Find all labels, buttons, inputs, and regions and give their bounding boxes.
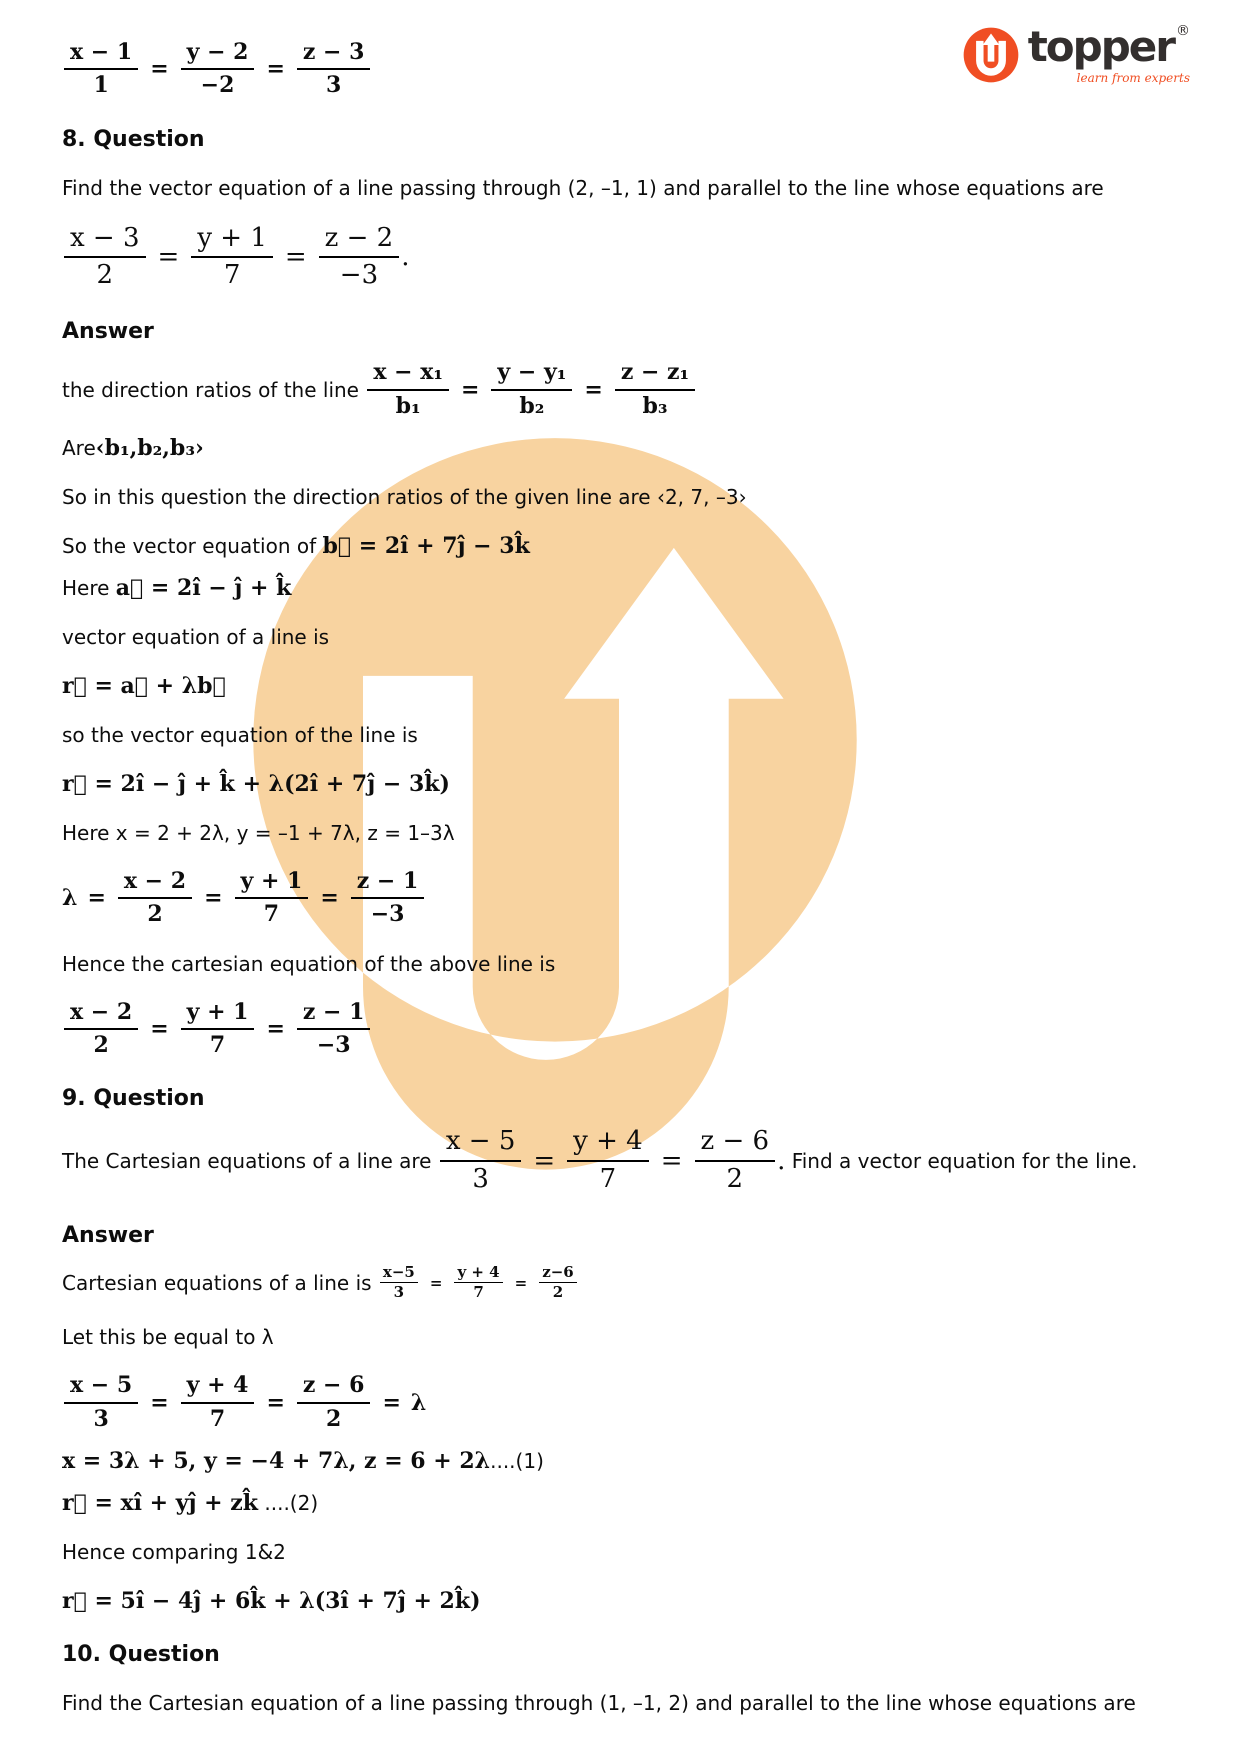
text-with-math [62, 771, 1170, 797]
text-with-math [62, 360, 1170, 419]
denominator: 1 [93, 72, 109, 99]
text-with-math [62, 1588, 1170, 1614]
equation [62, 1373, 1170, 1432]
section-heading: 10. Question [62, 1642, 220, 1668]
text-with-math [62, 673, 1170, 699]
math-text: a⃗ = 2î − ĵ + k̂ [115, 574, 292, 601]
text-with-math [62, 533, 1170, 559]
denominator: 3 [472, 1164, 489, 1195]
text-run: Cartesian equations of a line is [62, 1270, 378, 1295]
fraction [191, 224, 273, 292]
operator: = [266, 56, 285, 83]
text-run: Find a vector equation for the line. [785, 1149, 1138, 1174]
numerator: y + 1 [181, 1000, 255, 1030]
section-heading: Answer [62, 319, 154, 345]
numerator: z − 6 [297, 1373, 371, 1403]
text-run: the direction ratios of the line [62, 377, 366, 402]
numerator: x − 3 [64, 224, 146, 259]
numerator: z−6 [539, 1264, 577, 1283]
paragraph: Find the Cartesian equation of a line passing through (1, –1, 2) and parallel to the line whose equations are [62, 1691, 1136, 1716]
operator: = [320, 885, 339, 912]
fraction [64, 1000, 138, 1059]
fraction [181, 40, 255, 99]
text-with-math [62, 435, 1170, 461]
denominator: 3 [326, 72, 342, 99]
fraction [567, 1127, 649, 1195]
fraction [64, 1373, 138, 1432]
topper-logo-icon [962, 26, 1020, 84]
operator: = [150, 1389, 169, 1416]
math-text: x = 3λ + 5, y = −4 + 7λ, z = 6 + 2λ [62, 1448, 491, 1475]
numerator: z − 3 [297, 40, 371, 70]
operator: = [514, 1273, 528, 1292]
text-with-math [62, 575, 1170, 601]
fraction [454, 1264, 502, 1302]
numerator: x − 1 [64, 40, 138, 70]
denominator: 7 [599, 1164, 617, 1195]
math-text: ‹b₁,b₂,b₃› [95, 434, 204, 461]
operator: = [266, 1389, 285, 1416]
fraction [491, 360, 572, 419]
numerator: x − x₁ [367, 360, 449, 390]
numerator: y + 4 [181, 1373, 255, 1403]
fraction [351, 869, 425, 928]
numerator: x − 5 [440, 1127, 522, 1162]
operator: = [204, 885, 223, 912]
section-heading: 9. Question [62, 1086, 205, 1112]
fraction [64, 40, 138, 99]
equation [62, 1000, 1170, 1059]
registered-mark: ® [1176, 23, 1190, 39]
math-text: . [777, 1146, 786, 1177]
denominator: 2 [726, 1164, 744, 1195]
fraction [181, 1000, 255, 1059]
numerator: y + 4 [567, 1127, 649, 1162]
fraction [297, 40, 371, 99]
fraction [695, 1127, 776, 1195]
fraction [319, 224, 400, 292]
numerator: z − z₁ [615, 360, 695, 390]
text-with-math [62, 1448, 1170, 1474]
text-with-math [62, 1264, 1170, 1302]
paragraph: So in this question the direction ratios of the given line are ‹2, 7, –3› [62, 484, 747, 509]
numerator: x − 2 [64, 1000, 138, 1030]
paragraph: vector equation of a line is [62, 624, 330, 649]
math-text: λ [410, 1389, 427, 1416]
denominator: b₂ [519, 392, 545, 419]
paragraph: Find the vector equation of a line passing through (2, –1, 1) and parallel to the line whose equations are [62, 175, 1104, 200]
numerator: x−5 [380, 1264, 418, 1283]
denominator: 2 [96, 260, 114, 291]
section-heading: Answer [62, 1222, 154, 1248]
text-run: So the vector equation of [62, 533, 323, 558]
denominator: 3 [93, 1405, 109, 1432]
text-run: ....(1) [490, 1449, 544, 1474]
operator: = [429, 1273, 443, 1292]
math-text: b⃗ = 2î + 7ĵ − 3k̂ [322, 532, 530, 559]
paragraph: Let this be equal to λ [62, 1325, 274, 1350]
numerator: y + 4 [454, 1264, 502, 1283]
math-text: r⃗ = xî + yĵ + zk̂ [62, 1490, 259, 1517]
fraction [118, 869, 192, 928]
math-text: r⃗ = 5î − 4ĵ + 6k̂ + λ(3î + 7ĵ + 2k̂) [62, 1588, 481, 1615]
fraction [380, 1264, 418, 1302]
denominator: 7 [263, 901, 280, 928]
operator: = [533, 1146, 556, 1177]
numerator: y + 1 [191, 224, 273, 259]
fraction [615, 360, 695, 419]
math-text: r⃗ = a⃗ + λb⃗ [62, 672, 226, 699]
operator: = [660, 1146, 683, 1177]
denominator: b₃ [642, 392, 668, 419]
fraction [64, 224, 146, 292]
text-with-math [62, 1127, 1170, 1195]
operator: = [382, 1389, 401, 1416]
math-text: λ [62, 885, 78, 912]
operator: = [150, 1015, 169, 1042]
numerator: z − 1 [297, 1000, 371, 1030]
paragraph: so the vector equation of the line is [62, 722, 418, 747]
numerator: y − 2 [181, 40, 255, 70]
numerator: x − 5 [64, 1373, 138, 1403]
operator: = [584, 376, 603, 403]
brand-row [1027, 22, 1190, 71]
operator: = [284, 242, 307, 273]
denominator: 7 [209, 1405, 226, 1432]
numerator: x − 2 [118, 869, 192, 899]
equation [62, 869, 1170, 928]
denominator: −3 [370, 901, 405, 928]
fraction [539, 1264, 577, 1302]
operator: = [150, 56, 169, 83]
denominator: 2 [552, 1283, 564, 1302]
denominator: 2 [93, 1031, 109, 1058]
numerator: z − 1 [351, 869, 425, 899]
equation [62, 224, 1170, 292]
paragraph: Here x = 2 + 2λ, y = –1 + 7λ, z = 1–3λ [62, 820, 455, 845]
text-with-math [62, 1490, 1170, 1516]
numerator: z − 6 [695, 1127, 776, 1162]
denominator: 2 [147, 901, 163, 928]
fraction [235, 869, 309, 928]
fraction [440, 1127, 522, 1195]
denominator: 7 [223, 260, 241, 291]
operator: = [266, 1015, 285, 1042]
operator: = [87, 885, 106, 912]
numerator: y − y₁ [491, 360, 572, 390]
denominator: b₁ [395, 392, 421, 419]
denominator: 7 [209, 1031, 226, 1058]
math-text: . [401, 242, 410, 273]
denominator: 7 [473, 1283, 484, 1302]
text-run: Here [62, 575, 116, 600]
operator: = [460, 376, 480, 403]
denominator: −3 [339, 260, 379, 291]
numerator: z − 2 [319, 224, 400, 259]
operator: = [157, 242, 180, 273]
fraction [367, 360, 449, 419]
brand-tagline: learn from experts [1076, 71, 1190, 85]
paragraph: Hence comparing 1&2 [62, 1540, 286, 1565]
text-run: ....(2) [258, 1491, 319, 1516]
math-text: r⃗ = 2î − ĵ + k̂ + λ(2î + 7ĵ − 3k̂) [62, 770, 450, 797]
denominator: −2 [200, 72, 235, 99]
logo-text [1027, 22, 1190, 85]
denominator: −3 [316, 1031, 351, 1058]
text-run: The Cartesian equations of a line are [62, 1149, 438, 1174]
topper-logo [962, 22, 1190, 85]
denominator: 2 [326, 1405, 342, 1432]
brand-name: topper [1027, 22, 1174, 71]
section-heading: 8. Question [62, 126, 205, 152]
numerator: y + 1 [235, 869, 309, 899]
paragraph: Hence the cartesian equation of the above line is [62, 951, 556, 976]
denominator: 3 [393, 1283, 405, 1302]
fraction [297, 1000, 371, 1059]
text-run: Are [62, 435, 96, 460]
fraction [297, 1373, 371, 1432]
fraction [181, 1373, 255, 1432]
